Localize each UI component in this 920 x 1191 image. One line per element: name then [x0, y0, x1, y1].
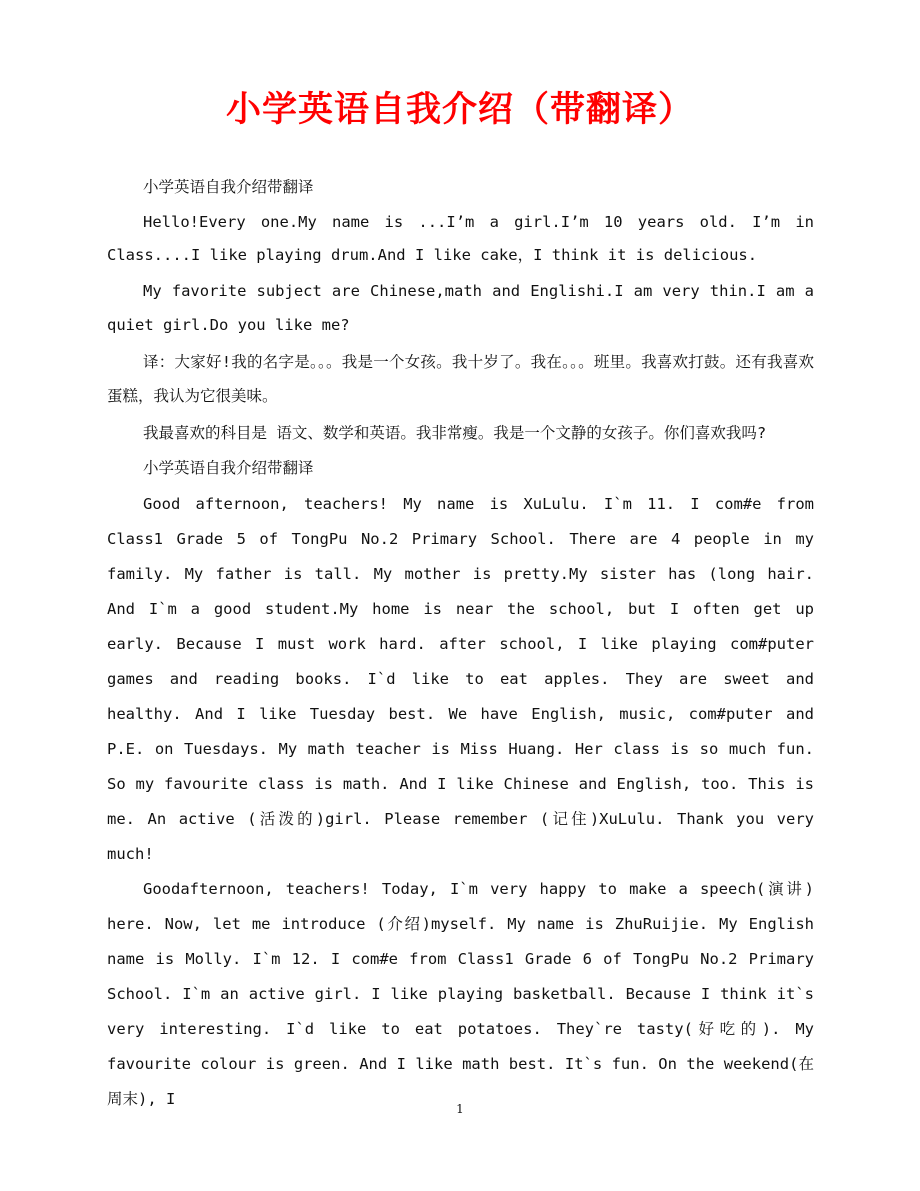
paragraph-intro-english: Hello!Every one.My name is ...I’m a girl.I’m 10 years old. I’m in Class....I like playing drum.And I like cake，I think it is delicious.	[107, 213, 814, 264]
paragraph-translation-1: 译：大家好!我的名字是。。。我是一个女孩。我十岁了。我在。。。班里。我喜欢打鼓。还有我喜欢蛋糕，我认为它很美味。	[107, 353, 814, 405]
paragraph-translation-2: 我最喜欢的科目是 语文、数学和英语。我非常瘦。我是一个文静的女孩子。你们喜欢我吗?	[143, 424, 767, 442]
subheading-1: 小学英语自我介绍带翻译	[143, 178, 314, 196]
document-title: 小学英语自我介绍（带翻译）	[225, 89, 694, 130]
subheading-2: 小学英语自我介绍带翻译	[143, 459, 314, 477]
page-number: 1	[456, 1102, 464, 1116]
paragraph-favorite-subject: My favorite subject are Chinese,math and Englishi.I am very thin.I am a quiet girl.Do you like me?	[107, 282, 814, 334]
document-body	[107, 172, 814, 1118]
paragraph-zhuruijie: Goodafternoon, teachers! Today, I`m very happy to make a speech(演讲) here. Now, let me introduce (介绍)myself. My name is ZhuRuijie. My English name is Molly. I`m 12. I com#e from Class1 Grade 6 of TongPu No.2 Primary School. I`m an active girl. I like playing basketball. Because I think it`s very interesting. I`d like to eat potatoes. They`re tasty(好吃的). My favourite colour is green. And I like math best. It`s fun. On the weekend(在周末), I	[107, 880, 814, 1108]
paragraph-xululu: Good afternoon, teachers! My name is XuLulu. I`m 11. I com#e from Class1 Grade 5 of TongPu No.2 Primary School. There are 4 people in my family. My father is tall. My mother is pretty.My sister has (long hair. And I`m a good student.My home is near the school, but I often get up early. Because I must work hard. after school, I like playing com#puter games and reading books. I`d like to eat apples. They are sweet and healthy. And I like Tuesday best. We have English, music, com#puter and P.E. on Tuesdays. My math teacher is Miss Huang. Her class is so much fun. So my favourite class is math. And I like Chinese and English, too. This is me. An active (活泼的)girl. Please remember (记住)XuLulu. Thank you very much!	[107, 495, 814, 863]
